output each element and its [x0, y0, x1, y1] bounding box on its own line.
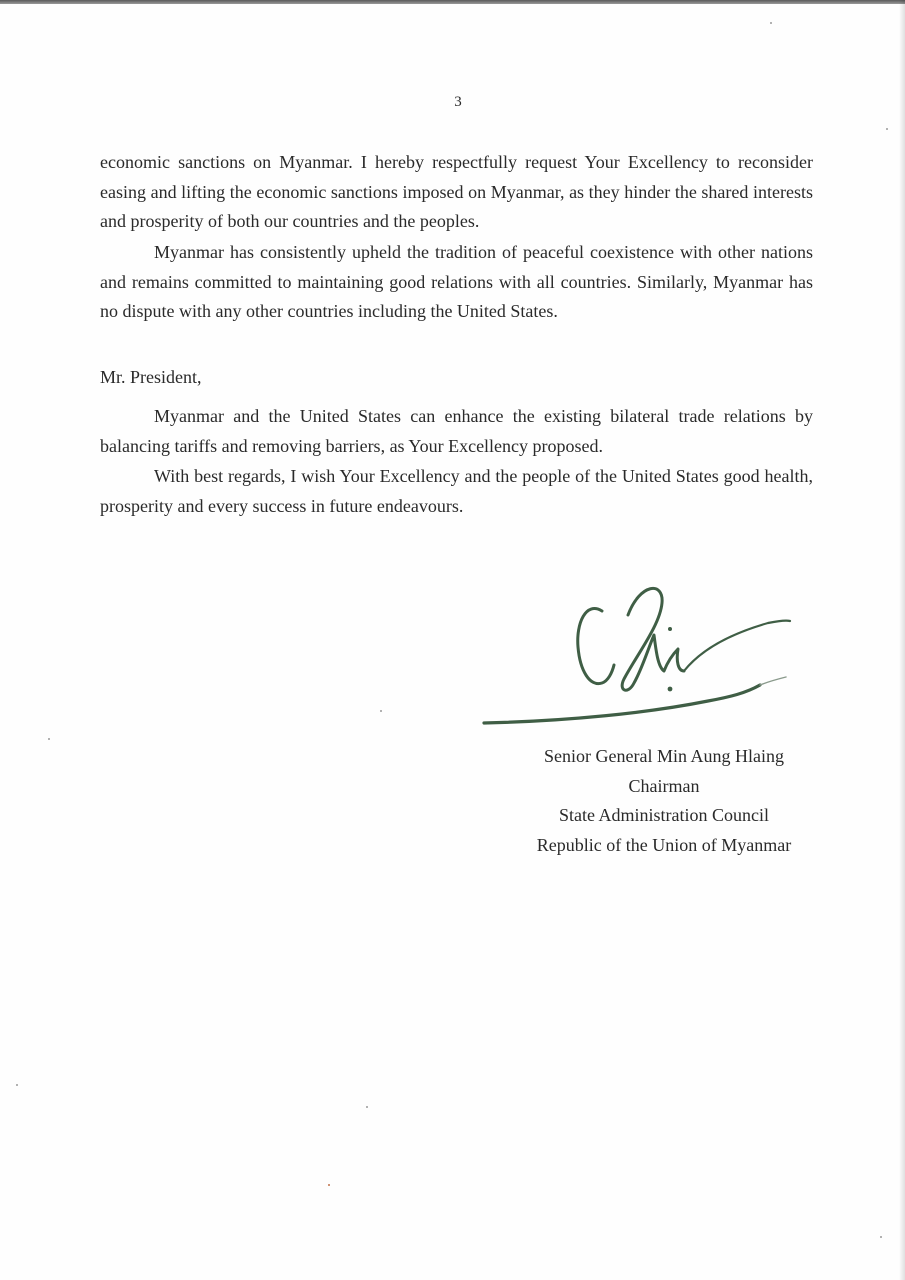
- scan-speck: [886, 128, 888, 130]
- signature-stroke: [578, 609, 614, 684]
- scan-speck: [328, 1184, 330, 1186]
- scan-top-border: [0, 0, 905, 4]
- paragraph-sanctions: economic sanctions on Myanmar. I hereby respectfully request Your Excellency to reconsider easing and lifting the economic sanctions imposed on Myanmar, as they hinder the shared interests and prosperity of both our countries and the peoples.: [100, 152, 813, 231]
- scan-speck: [880, 1236, 882, 1238]
- signature-dot: [668, 687, 673, 692]
- scan-speck: [366, 1106, 368, 1108]
- page-number: 3: [454, 94, 462, 110]
- signature-stroke: [622, 588, 684, 690]
- scan-speck: [48, 738, 50, 740]
- salutation: Mr. President,: [100, 367, 202, 387]
- signature-dot: [668, 627, 672, 631]
- scan-right-edge-shadow: [899, 0, 905, 1280]
- scan-speck: [16, 1084, 18, 1086]
- signatory-country: Republic of the Union of Myanmar: [536, 834, 792, 855]
- scan-speck: [770, 22, 772, 24]
- signatory-title: Chairman: [628, 775, 700, 796]
- signatory-body: State Administration Council: [559, 805, 769, 825]
- signature-block: [470, 742, 858, 860]
- paragraph-trade-relations: Myanmar and the United States can enhance the existing bilateral trade relations by balancing tariffs and removing barriers, as Your Excellency proposed.: [100, 406, 813, 456]
- scan-speck: [380, 710, 382, 712]
- paragraph-closing-regards: With best regards, I wish Your Excellency and the people of the United States good health, prosperity and every success in future endeavours.: [100, 466, 813, 516]
- signatory-name: Senior General Min Aung Hlaing: [544, 746, 784, 766]
- signature-stroke: [684, 621, 790, 671]
- signature-underline: [484, 685, 760, 723]
- handwritten-signature: [478, 575, 798, 735]
- paragraph-peaceful-coexistence: Myanmar has consistently upheld the tradition of peaceful coexistence with other nations and remains committed to maintaining good relations with all countries. Similarly, Myanmar has no dispute with any other countries including the United States.: [100, 242, 813, 321]
